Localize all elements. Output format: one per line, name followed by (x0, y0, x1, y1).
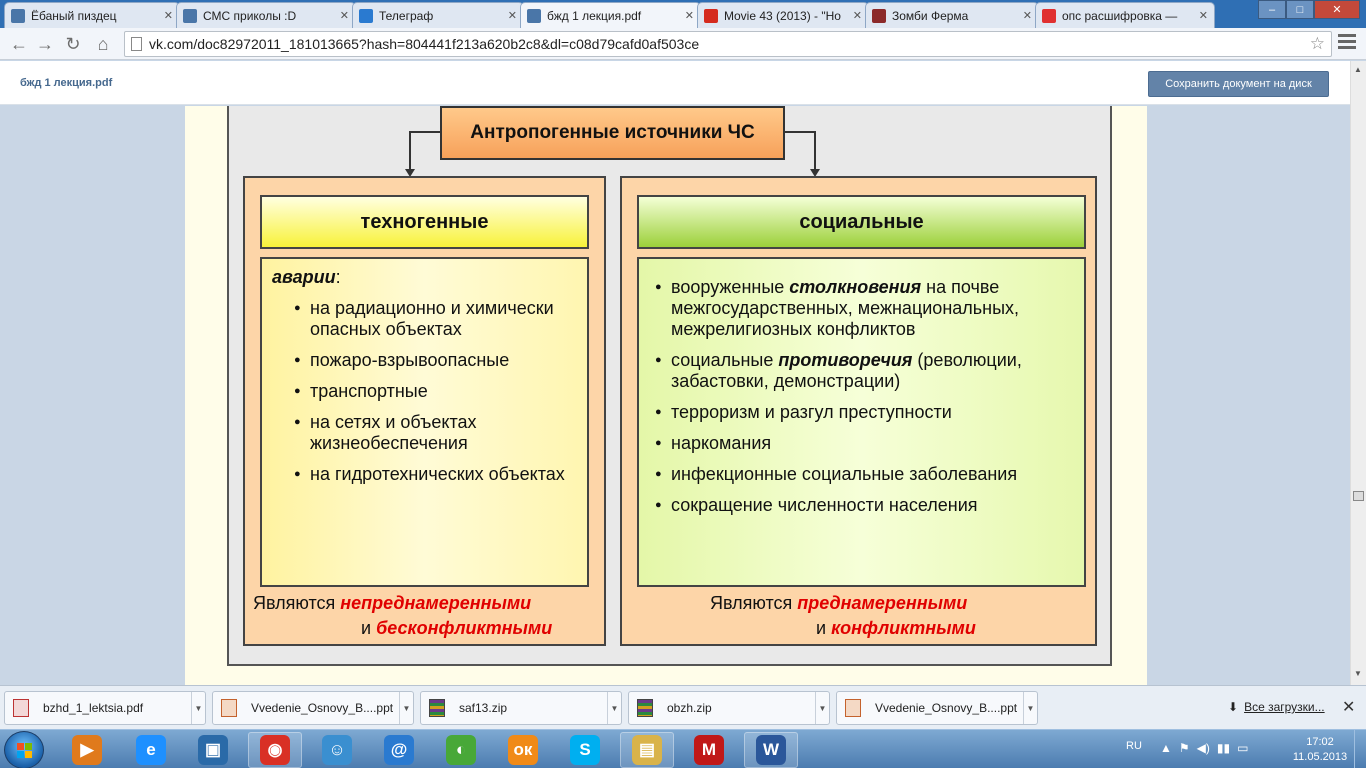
download-item[interactable] (212, 691, 414, 725)
social-item: ● сокращение численности населения (655, 495, 1074, 516)
action-center-flag-icon[interactable]: ⚑ (1178, 741, 1190, 755)
ppt-file-icon (221, 699, 237, 717)
taskbar-app[interactable] (248, 732, 302, 768)
scroll-down-icon[interactable]: ▼ (1354, 669, 1362, 678)
tab-close-icon[interactable]: ✕ (163, 10, 173, 22)
clock-time: 17:02 (1306, 736, 1334, 748)
download-arrow-icon: ⬇ (1228, 700, 1239, 714)
taskbar-app[interactable] (744, 732, 798, 768)
tab-title: Movie 43 (2013) - "Но (724, 8, 841, 23)
social-footer-line2: и конфликтными (816, 618, 976, 638)
taskbar-app[interactable] (60, 732, 114, 768)
document-header (0, 61, 1350, 105)
technogenic-footer-line2: и бесконфликтными (361, 618, 553, 638)
vk-icon (11, 9, 25, 23)
download-filename: Vvedenie_Osnovy_B....ppt (251, 701, 394, 715)
yandex-icon (1042, 9, 1056, 23)
address-bar[interactable] (124, 31, 1332, 57)
tab-title: СМС приколы :D (203, 8, 297, 23)
save-to-disk-button[interactable]: Сохранить документ на диск (1148, 71, 1329, 97)
zip-file-icon (637, 699, 653, 717)
tab-close-icon[interactable]: ✕ (852, 10, 862, 22)
download-filename: saf13.zip (459, 701, 508, 715)
document-title: бжд 1 лекция.pdf (20, 77, 113, 89)
close-window-button[interactable]: ✕ (1314, 0, 1360, 19)
social-column (620, 176, 1097, 646)
forward-button[interactable]: → (36, 33, 54, 54)
system-clock[interactable] (1290, 735, 1350, 765)
browser-toolbar (0, 28, 1366, 60)
battery-icon[interactable]: ▭ (1237, 741, 1249, 755)
download-item[interactable] (628, 691, 830, 725)
reload-button[interactable]: ↻ (65, 33, 81, 54)
windows-logo-icon (17, 743, 33, 759)
taskbar-app[interactable] (434, 732, 488, 768)
file-manager-icon: ▣ (198, 735, 228, 765)
odnoklassniki-icon: ок (508, 735, 538, 765)
url-text[interactable]: vk.com/doc82972011_181013665?hash=804441f213a620b2c8&dl=c08d79cafd0af503ce (149, 36, 700, 52)
tab-title: бжд 1 лекция.pdf (547, 8, 642, 23)
downloads-bar (0, 685, 1366, 729)
accident-item: ● на гидротехнических объектах (294, 464, 577, 485)
close-downloads-button[interactable]: ✕ (1342, 699, 1356, 716)
tab-title: Зомби Ферма (892, 8, 969, 23)
tab-7[interactable] (1035, 2, 1215, 28)
scroll-thumb[interactable] (1353, 491, 1364, 501)
accident-item: ● на сетях и объектах жизнеобеспечения (294, 412, 577, 454)
connector-right-down (814, 131, 816, 171)
telegraph-icon (359, 9, 373, 23)
social-list (637, 257, 1086, 587)
social-item: ● терроризм и разгул преступности (655, 402, 1074, 423)
tab-close-icon[interactable]: ✕ (684, 10, 694, 22)
social-item: ● наркомания (655, 433, 1074, 454)
social-footer-line1: Являются преднамеренными (710, 593, 968, 613)
maximize-button[interactable]: □ (1286, 0, 1314, 19)
tab-4[interactable] (520, 2, 701, 28)
taskbar-app[interactable] (620, 732, 674, 768)
download-menu-chevron-icon[interactable]: ▼ (607, 692, 621, 724)
download-item[interactable] (420, 691, 622, 725)
mcafee-icon: M (694, 735, 724, 765)
social-item: ● социальные противоречия (революции, забастовки, демонстрации) (655, 350, 1074, 392)
tab-close-icon[interactable]: ✕ (1022, 10, 1032, 22)
tab-close-icon[interactable]: ✕ (339, 10, 349, 22)
download-menu-chevron-icon[interactable]: ▼ (815, 692, 829, 724)
game-icon: ◐ (446, 735, 476, 765)
clock-date: 11.05.2013 (1292, 751, 1348, 763)
back-button[interactable]: ← (10, 33, 28, 54)
vk-icon (183, 9, 197, 23)
taskbar-app[interactable] (372, 732, 426, 768)
internet-explorer-icon: e (136, 735, 166, 765)
taskbar-app[interactable] (310, 732, 364, 768)
windows-taskbar (0, 729, 1366, 768)
accidents-list (294, 298, 577, 485)
window-controls (1258, 0, 1360, 19)
tray-expand-icon[interactable]: ▲ (1160, 741, 1172, 755)
pdf-file-icon (13, 699, 29, 717)
language-indicator[interactable]: RU (1126, 740, 1142, 752)
volume-icon[interactable]: ◀) (1196, 741, 1210, 755)
network-icon[interactable]: ▮▮ (1216, 741, 1231, 755)
technogenic-list (260, 257, 589, 587)
technogenic-footer-line1: Являются непреднамеренными (253, 593, 532, 613)
explorer-icon: ▤ (632, 735, 662, 765)
taskbar-app[interactable] (186, 732, 240, 768)
show-desktop-button[interactable] (1354, 730, 1366, 768)
minimize-button[interactable]: ‒ (1258, 0, 1286, 19)
pdf-page (185, 106, 1147, 685)
tab-5[interactable] (697, 2, 869, 28)
system-tray (1160, 741, 1248, 755)
zip-file-icon (429, 699, 445, 717)
technogenic-heading: техногенные (260, 195, 589, 249)
download-filename: bzhd_1_lektsia.pdf (43, 701, 144, 715)
taskbar-app[interactable] (682, 732, 736, 768)
tab-title: Телеграф (379, 8, 434, 23)
download-item[interactable] (836, 691, 1038, 725)
social-item: ● инфекционные социальные заболевания (655, 464, 1074, 485)
agent-icon: ☺ (322, 735, 352, 765)
slide (227, 106, 1112, 666)
youtube-icon (704, 9, 718, 23)
accident-item: ● пожаро-взрывоопасные (294, 350, 577, 371)
accident-item: ● транспортные (294, 381, 577, 402)
tab-title: Ёбаный пиздец (31, 8, 117, 23)
bookmark-star-icon[interactable]: ☆ (1309, 34, 1325, 53)
accident-item: ● на радиационно и химически опасных объектах (294, 298, 577, 340)
tab-close-icon[interactable]: ✕ (1198, 10, 1208, 22)
social-items (655, 277, 1074, 516)
download-filename: obzh.zip (667, 701, 712, 715)
tab-6[interactable] (865, 2, 1039, 28)
taskbar-app[interactable] (558, 732, 612, 768)
social-heading: социальные (637, 195, 1086, 249)
download-item[interactable] (4, 691, 206, 725)
download-menu-chevron-icon[interactable]: ▼ (399, 692, 413, 724)
slide-title: Антропогенные источники ЧС (440, 106, 785, 160)
show-all-downloads-link[interactable]: ⬇ Все загрузки... (1228, 700, 1325, 714)
connector-left (409, 131, 440, 133)
page-icon (131, 37, 142, 51)
tab-1[interactable] (4, 2, 180, 28)
scroll-up-icon[interactable]: ▲ (1354, 65, 1362, 74)
download-menu-chevron-icon[interactable]: ▼ (1023, 692, 1037, 724)
vk-icon (527, 9, 541, 23)
taskbar-app[interactable] (496, 732, 550, 768)
menu-icon[interactable] (1338, 34, 1356, 52)
ppt-file-icon (845, 699, 861, 717)
tab-title: опс расшифровка — (1062, 8, 1178, 23)
start-button[interactable] (4, 731, 44, 768)
word-icon: W (756, 735, 786, 765)
connector-left-down (409, 131, 411, 171)
tab-close-icon[interactable]: ✕ (507, 10, 517, 22)
download-filename: Vvedenie_Osnovy_B....ppt (875, 701, 1018, 715)
social-item: ● вооруженные столкновения на почве межгосударственных, межнациональных, межрелигиозных конфликтов (655, 277, 1074, 340)
document-viewer (0, 106, 1350, 685)
tab-2[interactable] (176, 2, 356, 28)
tab-strip (0, 0, 1366, 28)
media-player-icon: ▶ (72, 735, 102, 765)
accidents-lead: аварии: (272, 267, 341, 287)
vertical-scrollbar[interactable] (1350, 61, 1366, 685)
taskbar-app[interactable] (124, 732, 178, 768)
connector-right (785, 131, 816, 133)
mail-at-icon: @ (384, 735, 414, 765)
tab-3[interactable] (352, 2, 524, 28)
download-menu-chevron-icon[interactable]: ▼ (191, 692, 205, 724)
chrome-icon: ◉ (260, 735, 290, 765)
home-button[interactable]: ⌂ (97, 33, 109, 54)
skype-icon: S (570, 735, 600, 765)
game-icon (872, 9, 886, 23)
technogenic-column (243, 176, 606, 646)
